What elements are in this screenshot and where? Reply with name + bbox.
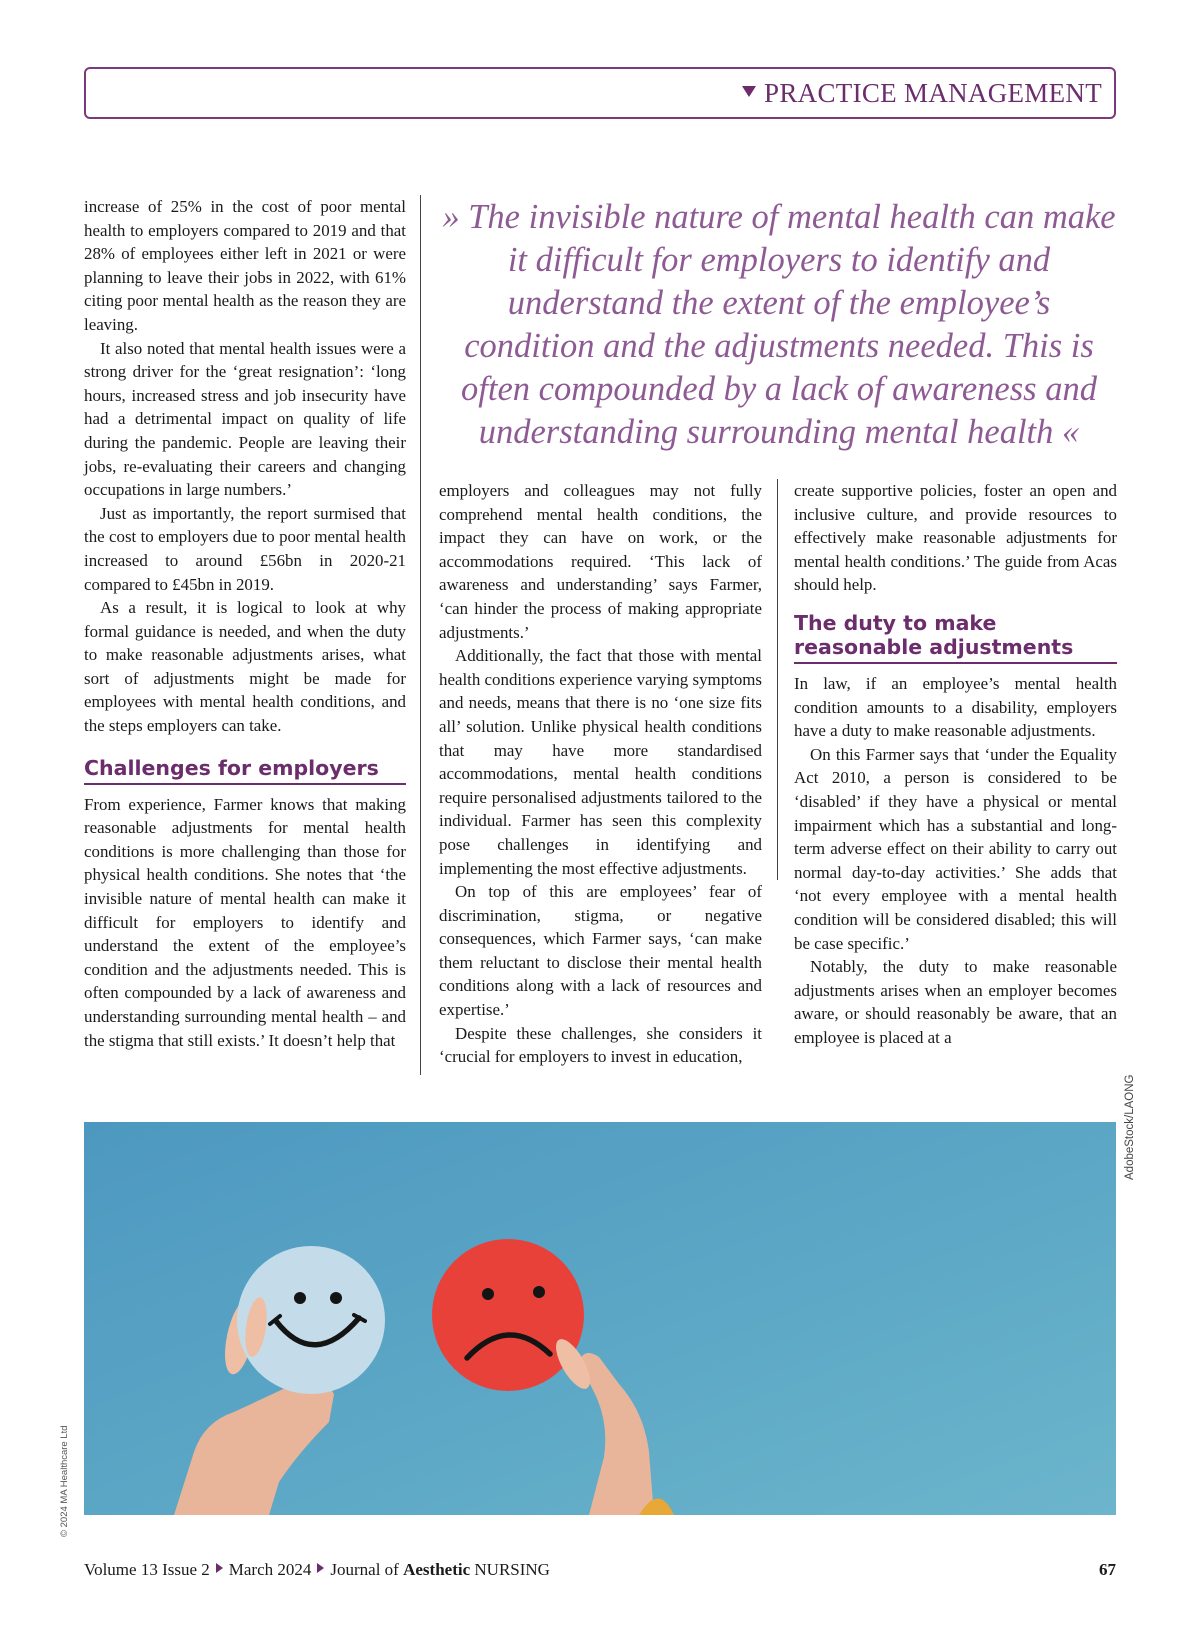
column-3: [794, 479, 1117, 1049]
arrow-right-icon: [216, 1563, 223, 1573]
paragraph: Notably, the duty to make reasonable adjustments arises when an employer becomes aware, or should reasonably be aware, that an employee is placed at a: [794, 957, 1117, 1047]
section-heading-duty: The duty to make reasonable adjustments: [794, 611, 1117, 664]
sad-face-icon: [432, 1239, 584, 1391]
photo-illustration: [84, 1122, 1116, 1515]
paragraph: It also noted that mental health issues were a strong driver for the ‘great resignation’: ‘long hours, increased stress and job insecurity have had a detrimental impact on quality of life during the pandemic. People are leaving their jobs, re-evaluating their careers and changing occupations in large numbers.’: [84, 338, 406, 500]
paragraph: On top of this are employees’ fear of discrimination, stigma, or negative consequences, which Farmer says, ‘can make them reluctant to disclose their mental health conditions along with a lack of resources and expertise.’: [439, 882, 762, 1020]
footer-date: March 2024: [228, 1560, 312, 1579]
paragraph: create supportive policies, foster an open and inclusive culture, and provide resources to effectively make reasonable adjustments for mental health conditions.’ The guide from Acas should help.: [794, 481, 1117, 595]
column-divider: [420, 195, 421, 1075]
paragraph: Additionally, the fact that those with mental health conditions experience varying symptoms and needs, means that there is no ‘one size fits all’ solution. Unlike physical health conditions that may have more standardised accommodations, mental health conditions require personalised adjustments tailored to the individual. Farmer has seen this complexity pose challenges in identifying and implementing the most effective adjustments.: [439, 646, 762, 878]
column-1: [84, 195, 406, 1052]
footer-volume: Volume 13 Issue 2: [84, 1560, 210, 1579]
section-header: [84, 67, 1116, 119]
column-2: [439, 479, 762, 1069]
page-number: 67: [1099, 1560, 1116, 1579]
paragraph: In law, if an employee’s mental health condition amounts to a disability, employers have a duty to make reasonable adjustments.: [794, 673, 1117, 741]
paragraph: As a result, it is logical to look at why formal guidance is needed, and when the duty to make reasonable adjustments arises, what sort of adjustments might be made for employees with mental health conditions, and the steps employers can take.: [84, 598, 406, 736]
paragraph: On this Farmer says that ‘under the Equality Act 2010, a person is considered to be ‘disabled’ if they have a physical or mental impairment which has a substantial and long-term adverse effect on their ability to carry out normal day-to-day activities.’ She adds that ‘not every employee with a mental health condition will be considered disabled; this will be case specific.’: [794, 744, 1117, 953]
section-label-text: PRACTICE MANAGEMENT: [764, 78, 1102, 108]
paragraph: Just as importantly, the report surmised that the cost to employers due to poor mental health increased to around £56bn in 2020-21 compared to £45bn in 2019.: [84, 503, 406, 594]
paragraph: Despite these challenges, she considers it ‘crucial for employers to invest in education,: [439, 1023, 762, 1067]
paragraph: From experience, Farmer knows that making reasonable adjustments for mental health conditions is more challenging than those for physical health conditions. She notes that ‘the invisible nature of mental health can make it difficult for employers to identify and understand the extent of the employee’s condition and the adjustments needed. This is often compounded by a lack of awareness and understanding surrounding mental health – and the stigma that still exists.’ It doesn’t help that: [84, 794, 406, 1050]
footer-journal-prefix: Journal of: [330, 1560, 404, 1579]
footer: [84, 1560, 550, 1580]
paragraph: increase of 25% in the cost of poor mental health to employers compared to 2019 and that 28% of employees either left in 2021 or were planning to leave their jobs in 2022, with 61% citing poor mental health as the reason they are leaving.: [84, 197, 406, 334]
paragraph: employers and colleagues may not fully comprehend mental health conditions, the impact they can have on work, or the accommodations required. ‘This lack of awareness and understanding’ says Farmer, ‘can hinder the process of making appropriate adjustments.’: [439, 481, 762, 642]
footer-journal-bold: Aesthetic: [403, 1560, 471, 1579]
footer-journal-suffix: NURSING: [470, 1560, 550, 1579]
copyright-notice: © 2024 MA Healthcare Ltd: [59, 1425, 70, 1537]
section-heading-challenges: Challenges for employers: [84, 756, 406, 785]
photo-credit: AdobeStock/LAONG: [1124, 1074, 1136, 1180]
section-label: [742, 78, 1102, 109]
pull-quote: » The invisible nature of mental health can make it difficult for employers to identify and understand the extent of the employee’s condition and the adjustments needed. This is often compounded by a lack of awareness and understanding surrounding mental health «: [442, 198, 1116, 451]
photo-emoji-faces: [84, 1122, 1116, 1515]
arrow-right-icon: [317, 1563, 324, 1573]
column-divider: [777, 479, 778, 880]
triangle-down-icon: [742, 86, 756, 97]
